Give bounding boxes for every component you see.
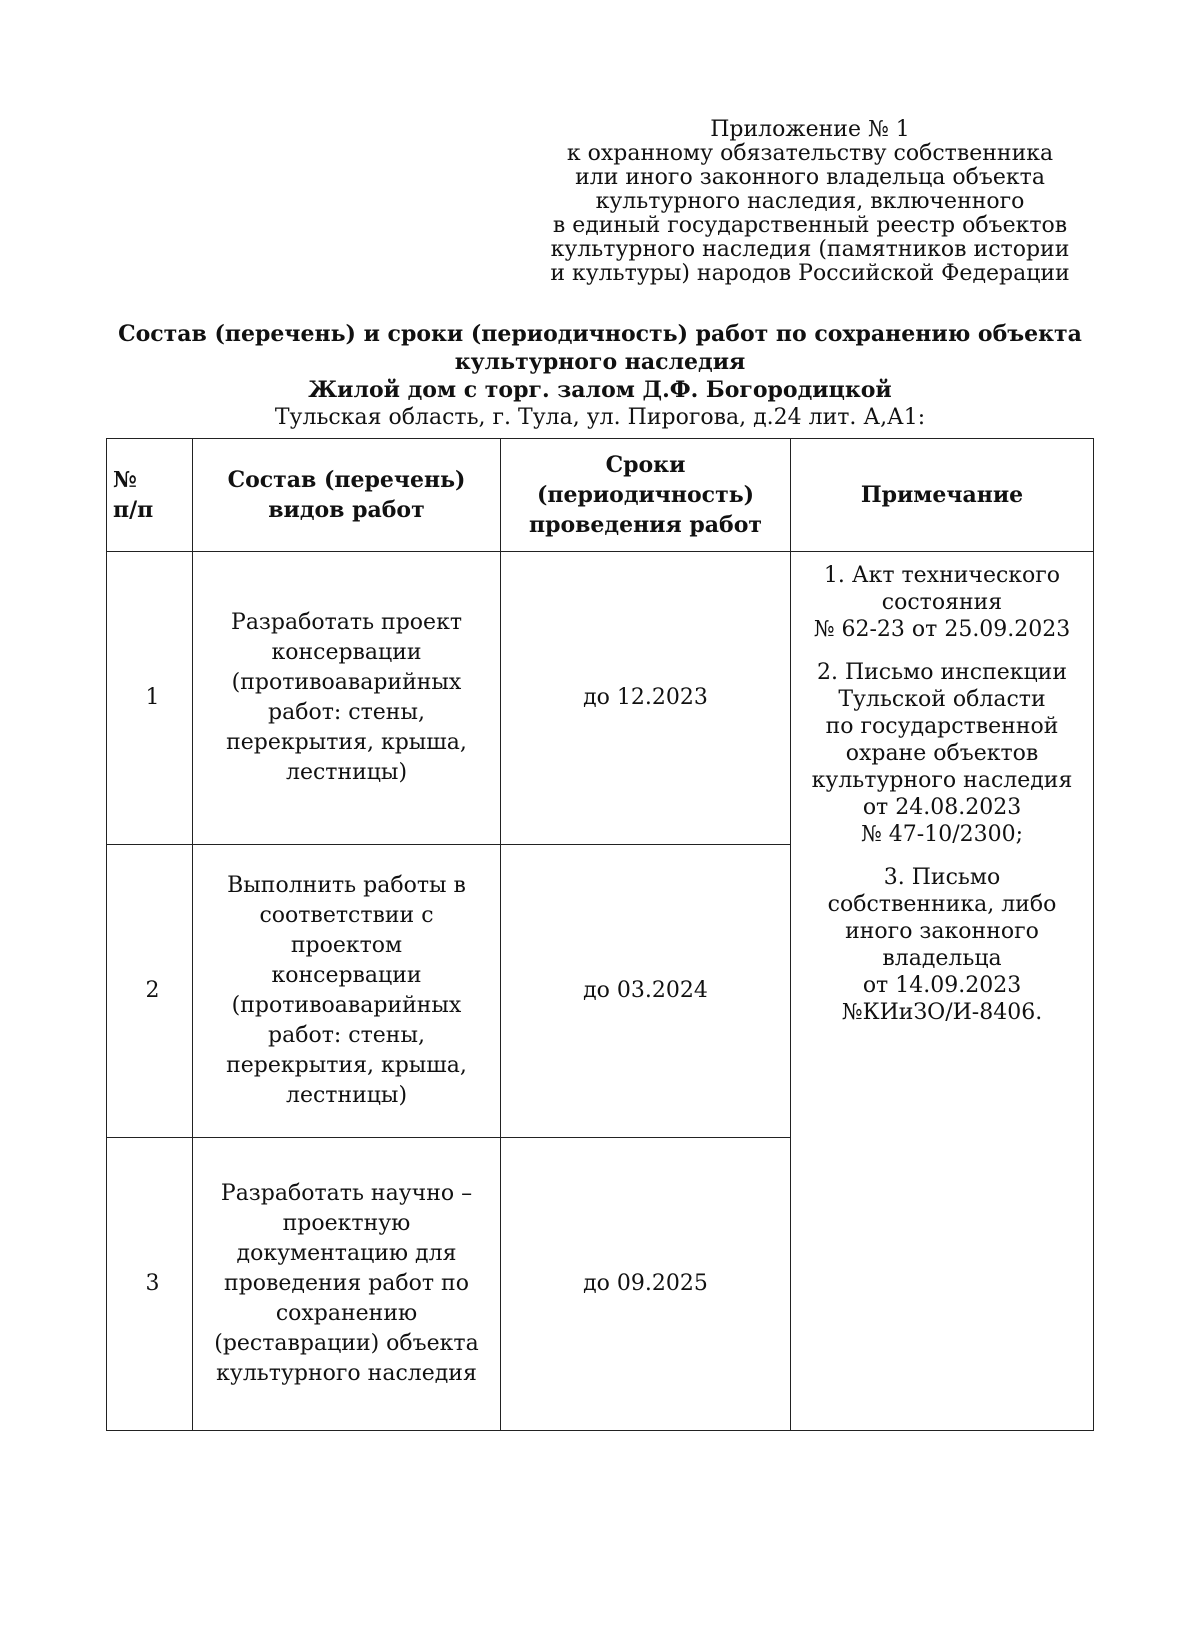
appendix-line: и культуры) народов Российской Федерации	[550, 261, 1070, 286]
appendix-line: в единый государственный реестр объектов	[552, 213, 1068, 238]
note-line: иного законного	[845, 919, 1039, 944]
header-works: Состав (перечень) видов работ	[193, 439, 501, 552]
table-row	[107, 552, 1094, 845]
note-line: 3. Письмо	[883, 865, 1001, 890]
document-title	[40, 320, 1160, 432]
appendix-line: культурного наследия (памятников истории	[550, 237, 1070, 262]
header-number: № п/п	[107, 439, 193, 552]
note-line: собственника, либо	[827, 892, 1057, 917]
object-name: Жилой дом с торг. залом Д.Ф. Богородицкой	[308, 377, 892, 403]
note-line: от 24.08.2023	[862, 795, 1022, 820]
title-line: Состав (перечень) и сроки (периодичность) работ по сохранению объекта	[118, 321, 1082, 347]
note-cell	[791, 552, 1094, 1431]
appendix-line: культурного наследия, включенного	[595, 189, 1025, 214]
table-header-row	[107, 439, 1094, 552]
works-table	[106, 438, 1094, 1431]
row-number: 3	[107, 1138, 193, 1431]
header-terms: Сроки (периодичность) проведения работ	[501, 439, 791, 552]
object-address: Тульская область, г. Тула, ул. Пирогова, д.24 лит. А,А1:	[274, 405, 926, 430]
row-term: до 12.2023	[501, 552, 791, 845]
note-line: 1. Акт технического	[823, 563, 1061, 588]
note-spacer	[791, 643, 1093, 659]
note-line: культурного наследия	[811, 768, 1073, 793]
note-line: охране объектов	[845, 741, 1039, 766]
appendix-header	[530, 118, 1090, 286]
note-line: от 14.09.2023	[862, 973, 1022, 998]
note-line: № 47-10/2300;	[860, 822, 1024, 847]
row-works: Выполнить работы в соответствии с проектом консервации (противоаварийных работ: стены, перекрытия, крыша, лестницы)	[193, 845, 501, 1138]
row-number: 2	[107, 845, 193, 1138]
note-line: 2. Письмо инспекции	[816, 660, 1068, 685]
title-line: культурного наследия	[454, 349, 746, 375]
row-works: Разработать проект консервации (противоаварийных работ: стены, перекрытия, крыша, лестницы)	[193, 552, 501, 845]
row-term: до 09.2025	[501, 1138, 791, 1431]
row-number: 1	[107, 552, 193, 845]
note-line: № 62-23 от 25.09.2023	[813, 617, 1071, 642]
note-spacer	[791, 848, 1093, 864]
appendix-line: Приложение № 1	[710, 117, 910, 142]
row-works: Разработать научно – проектную документацию для проведения работ по сохранению (реставрации) объекта культурного наследия	[193, 1138, 501, 1431]
appendix-line: к охранному обязательству собственника	[566, 141, 1054, 166]
note-line: по государственной	[825, 714, 1059, 739]
appendix-line: или иного законного владельца объекта	[575, 165, 1045, 190]
note-line: состояния	[881, 590, 1003, 615]
note-line: Тульской области	[838, 687, 1046, 712]
row-term: до 03.2024	[501, 845, 791, 1138]
note-line: №КИиЗО/И-8406.	[841, 1000, 1043, 1025]
header-note: Примечание	[791, 439, 1094, 552]
note-line: владельца	[882, 946, 1002, 971]
